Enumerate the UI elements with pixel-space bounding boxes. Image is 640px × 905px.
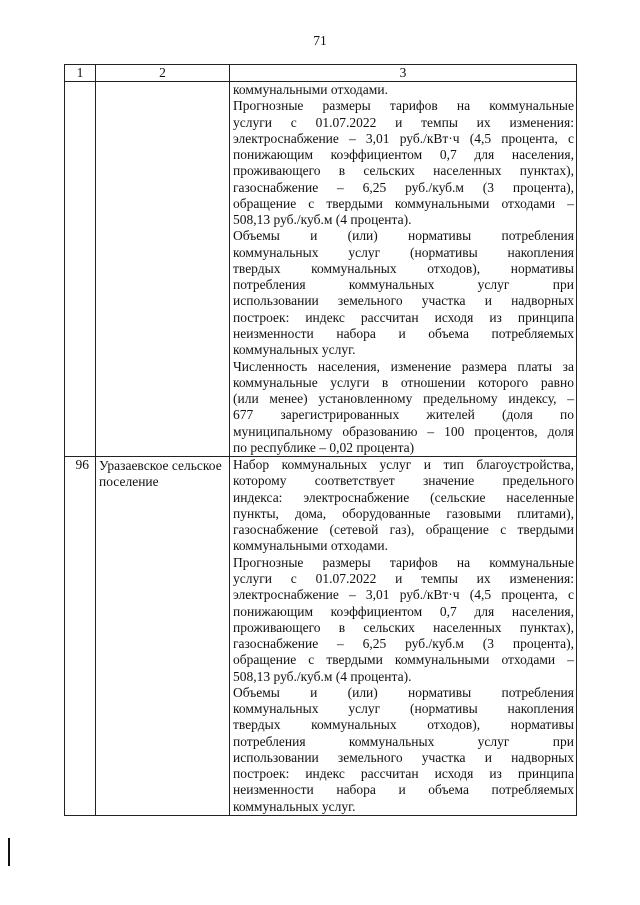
settlement-name [96,82,230,457]
page-number: 71 [313,33,327,48]
text-line: Прогнозные размеры тарифов на коммунальные [233,554,574,570]
text-line: Численность населения, изменение размера платы за [233,358,574,374]
table-header-row [65,65,577,82]
text-line: понижающим коэффициентом 0,7 для населения, [233,147,574,163]
text-line: коммунальных услуг. [233,342,356,358]
text-line: муниципальному образованию – 100 процентов, доля [233,423,574,439]
text-line: 508,13 руб./куб.м (4 процента). [233,212,412,228]
text-line: Набор коммунальных услуг и тип благоустройства, [233,457,574,473]
text-line: коммунальные услуги в отношении которого равно [233,374,574,390]
row-content [230,82,577,457]
text-line: потребления коммунальных услуг при [233,733,574,749]
text-line: по республике – 0,02 процента) [233,439,415,455]
settlement-name: Уразаевское сельское поселение [96,457,230,816]
text-line: коммунальных услуг (нормативы накопления [233,701,574,717]
text-line: построек: индекс рассчитан исходя из принципа [233,766,574,782]
text-line: которому соответствует значение предельного [233,473,574,489]
text-line: проживающего в сельских населенных пунктах), [233,163,574,179]
text-line: 677 зарегистрированных жителей (доля по [233,407,574,423]
text-line: использовании земельного участка и надворных [233,749,574,765]
text-line: пункты, дома, оборудованные газовыми плитами), [233,505,574,521]
margin-mark [8,838,10,866]
text-line: коммунальными отходами. [233,538,388,554]
table-row [65,457,577,816]
text-line: (или менее) установленному предельному индексу, – [233,391,574,407]
text-line: коммунальных услуг (нормативы накопления [233,244,574,260]
text-line: использовании земельного участка и надворных [233,293,574,309]
text-line: газоснабжение – 6,25 руб./куб.м (3 процента), [233,636,574,652]
text-line: понижающим коэффициентом 0,7 для населения, [233,603,574,619]
text-line: газоснабжение (сетевой газ), обращение с твердыми [233,522,574,538]
header-col-2: 2 [96,65,230,82]
row-number: 96 [65,457,96,816]
header-col-3: 3 [230,65,577,82]
text-line: 508,13 руб./куб.м (4 процента). [233,668,412,684]
text-line: обращение с твердыми коммунальными отходами – [233,195,574,211]
text-line: твердых коммунальных отходов), нормативы [233,717,574,733]
row-number [65,82,96,457]
text-line: неизменности набора и объема потребляемых [233,782,574,798]
text-line: газоснабжение – 6,25 руб./куб.м (3 процента), [233,179,574,195]
text-line: услуги с 01.07.2022 и темпы их изменения: [233,114,574,130]
text-line: Прогнозные размеры тарифов на коммунальные [233,98,574,114]
text-line: электроснабжение – 3,01 руб./кВт·ч (4,5 процента, с [233,587,574,603]
text-line: неизменности набора и объема потребляемых [233,325,574,341]
text-line: электроснабжение – 3,01 руб./кВт·ч (4,5 процента, с [233,130,574,146]
header-col-1: 1 [65,65,96,82]
text-line: Объемы и (или) нормативы потребления [233,684,574,700]
text-line: потребления коммунальных услуг при [233,277,574,293]
tariff-table [64,64,577,816]
row-content [230,457,577,816]
text-line: индекса: электроснабжение (сельские населенные [233,489,574,505]
text-line: услуги с 01.07.2022 и темпы их изменения: [233,570,574,586]
text-line: коммунальными отходами. [233,82,388,97]
text-line: проживающего в сельских населенных пунктах), [233,619,574,635]
text-line: Объемы и (или) нормативы потребления [233,228,574,244]
table-row [65,82,577,457]
text-line: построек: индекс рассчитан исходя из принципа [233,309,574,325]
text-line: коммунальных услуг. [233,798,356,814]
text-line: обращение с твердыми коммунальными отходами – [233,652,574,668]
text-line: твердых коммунальных отходов), нормативы [233,260,574,276]
